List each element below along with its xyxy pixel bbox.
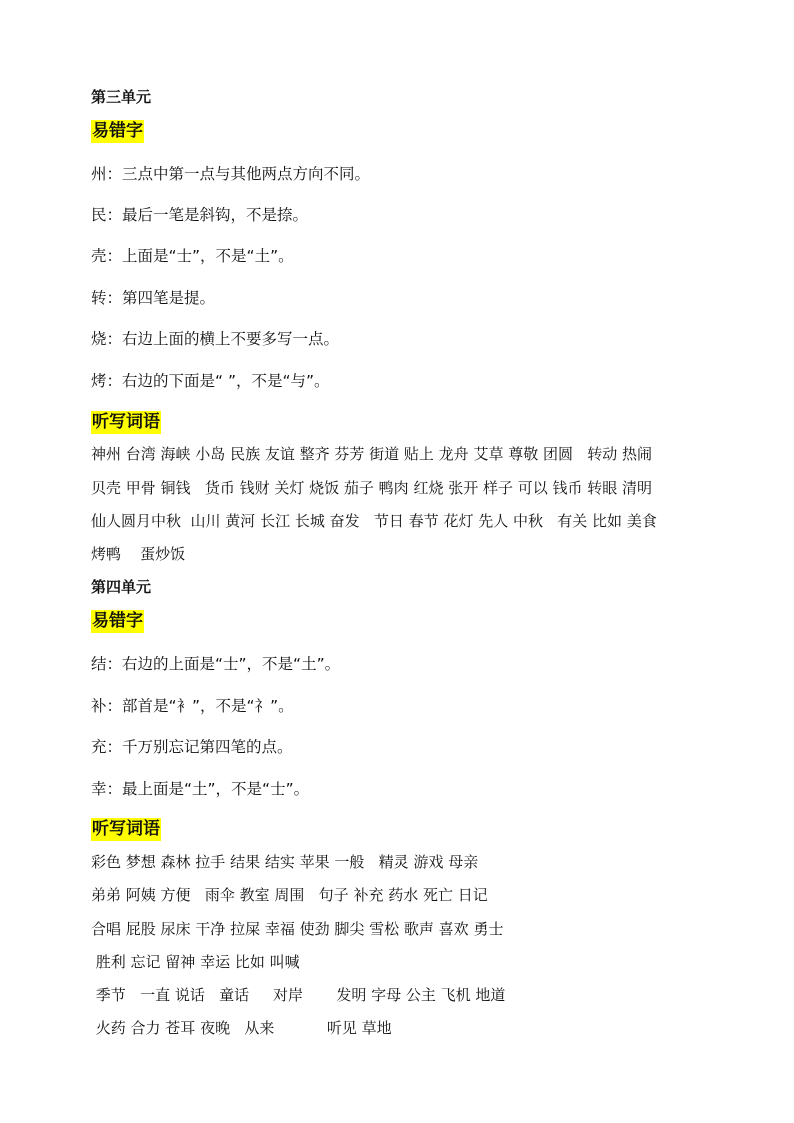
unit-4-dictation-line: 季节 一直 说话 童话 对岸 发明 字母 公主 飞机 地道 [91, 986, 506, 1004]
unit-3-title: 第三单元 [91, 88, 152, 106]
unit-3-dictation-heading: 听写词语 [92, 412, 160, 432]
unit-3-typo-note: 烤：右边的下面是“ ”，不是“与”。 [91, 372, 330, 390]
unit-4-typo-heading: 易错字 [92, 611, 143, 631]
unit-3-typo-note: 民：最后一笔是斜钩，不是捺。 [91, 206, 309, 224]
unit-3-typo-note: 壳：上面是“士”，不是“土”。 [91, 247, 294, 265]
unit-4-dictation-line: 弟弟 阿姨 方便 雨伞 教室 周围 句子 补充 药水 死亡 日记 [91, 886, 488, 904]
unit-4-dictation-line: 合唱 屁股 尿床 干净 拉屎 幸福 使劲 脚尖 雪松 歌声 喜欢 勇士 [91, 920, 504, 938]
unit-4-title: 第四单元 [91, 578, 152, 596]
unit-3-typo-note: 烧：右边上面的横上不要多写一点。 [91, 330, 340, 348]
unit-4-dictation-line: 胜利 忘记 留神 幸运 比如 叫喊 [91, 953, 300, 971]
unit-3-dictation-line: 烤鸭 蛋炒饭 [91, 545, 186, 563]
unit-4-typo-note: 结：右边的上面是“士”，不是“土”。 [91, 655, 341, 673]
unit-4-typo-note: 补：部首是“衤”，不是“礻”。 [91, 697, 294, 715]
unit-4-typo-note: 充：千万别忘记第四笔的点。 [91, 738, 293, 756]
unit-3-typo-note: 州：三点中第一点与其他两点方向不同。 [91, 165, 371, 183]
unit-4-typo-note: 幸：最上面是“土”，不是“士”。 [91, 780, 310, 798]
unit-3-typo-note: 转：第四笔是提。 [91, 289, 216, 307]
unit-3-dictation-line: 神州 台湾 海峡 小岛 民族 友谊 整齐 芬芳 街道 贴上 龙舟 艾草 尊敬 团圆 转动 热闹 [91, 445, 653, 463]
unit-3-dictation-line: 仙人圆月中秋 山川 黄河 长江 长城 奋发 节日 春节 花灯 先人 中秋 有关 比如 美食 [91, 512, 657, 530]
unit-4-dictation-line: 彩色 梦想 森林 拉手 结果 结实 苹果 一般 精灵 游戏 母亲 [91, 853, 479, 871]
unit-3-typo-heading: 易错字 [92, 121, 143, 141]
unit-4-dictation-line: 火药 合力 苍耳 夜晚 从来 听见 草地 [91, 1019, 392, 1037]
unit-4-dictation-heading: 听写词语 [92, 819, 160, 839]
unit-3-dictation-line: 贝壳 甲骨 铜钱 货币 钱财 关灯 烧饭 茄子 鸭肉 红烧 张开 样子 可以 钱币 转眼 清明 [91, 479, 653, 497]
